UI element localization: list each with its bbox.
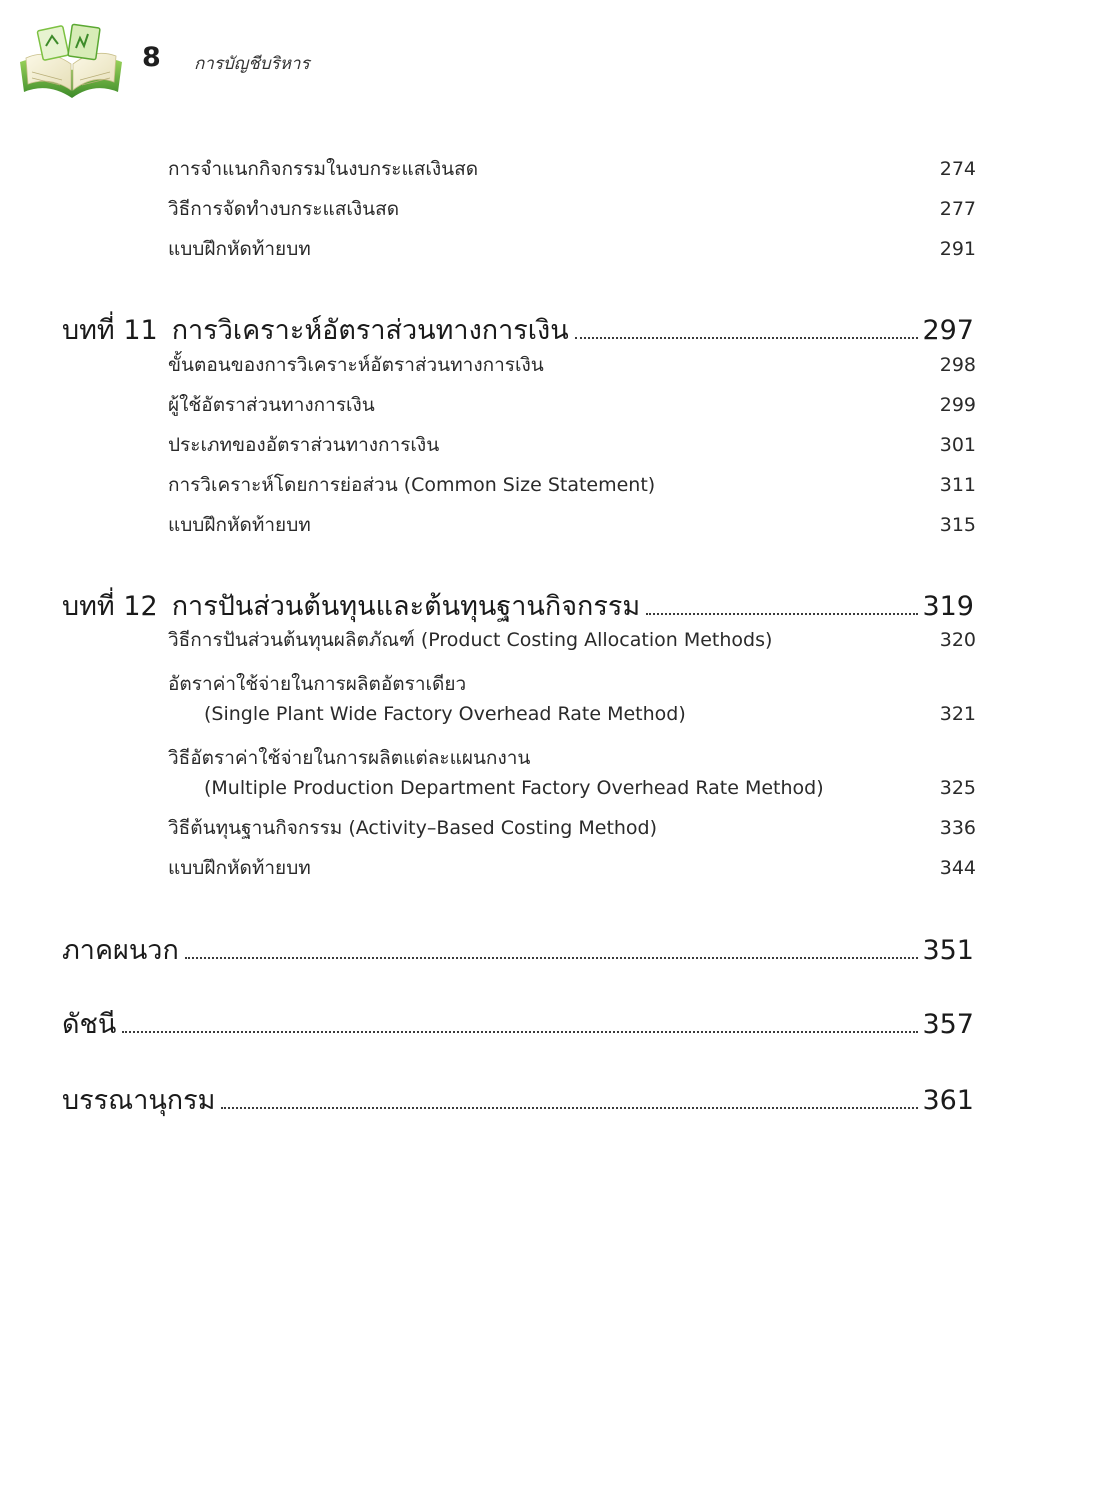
toc-chapter-12[interactable] — [62, 580, 974, 620]
toc-entry-page: 315 — [939, 514, 976, 536]
dot-leader — [646, 612, 918, 615]
dot-leader — [185, 956, 919, 959]
toc-chapter-11[interactable] — [62, 304, 974, 344]
toc-entry-label: ขั้นตอนของการวิเคราะห์อัตราส่วนทางการเงิน — [168, 354, 544, 376]
toc-entry-label: แบบฝึกหัดท้ายบท — [168, 238, 311, 260]
chapter-number: บทที่ 11 — [62, 315, 158, 346]
toc-entry-label: วิธีต้นทุนฐานกิจกรรม (Activity–Based Costing Method) — [168, 817, 658, 839]
chapter-page: 319 — [922, 591, 974, 622]
toc-entry-page: 301 — [939, 434, 976, 456]
toc-entry-label: ผู้ใช้อัตราส่วนทางการเงิน — [168, 394, 375, 416]
section-page: 351 — [922, 935, 974, 966]
section-title: ดัชนี — [62, 1009, 117, 1040]
toc-entry-page: 291 — [939, 238, 976, 260]
toc-entry-label: อัตราค่าใช้จ่ายในการผลิตอัตราเดียว — [168, 673, 467, 695]
toc-entry-page: 325 — [939, 777, 976, 799]
toc-entry-label: การวิเคราะห์โดยการย่อส่วน (Common Size Statement) — [168, 474, 656, 496]
toc-entry-page: 321 — [939, 703, 976, 725]
toc-entry-page: 336 — [939, 817, 976, 839]
toc-entry-page: 274 — [939, 158, 976, 180]
toc-entry-label: วิธีการปันส่วนต้นทุนผลิตภัณฑ์ (Product Costing Allocation Methods) — [168, 629, 773, 651]
toc-entry-label: วิธีการจัดทำงบกระแสเงินสด — [168, 198, 400, 220]
dot-leader — [221, 1106, 918, 1109]
section-page: 361 — [922, 1085, 974, 1116]
chapter-title: การวิเคราะห์อัตราส่วนทางการเงิน — [171, 315, 569, 346]
page-number: 8 — [142, 42, 161, 73]
chapter-number: บทที่ 12 — [62, 591, 158, 622]
chapter-title: การปันส่วนต้นทุนและต้นทุนฐานกิจกรรม — [171, 591, 641, 622]
toc-entry-label: การจำแนกกิจกรรมในงบกระแสเงินสด — [168, 158, 479, 180]
toc-entry-label: แบบฝึกหัดท้ายบท — [168, 514, 311, 536]
toc-entry-page: 311 — [939, 474, 976, 496]
toc-entry-page: 298 — [939, 354, 976, 376]
toc-bibliography[interactable] — [62, 1074, 974, 1114]
section-page: 357 — [922, 1009, 974, 1040]
section-title: ภาคผนวก — [62, 935, 179, 966]
dot-leader — [575, 336, 919, 339]
toc-entry-page: 299 — [939, 394, 976, 416]
toc-index[interactable] — [62, 998, 974, 1038]
toc-entry-label: วิธีอัตราค่าใช้จ่ายในการผลิตแต่ละแผนกงาน — [168, 747, 531, 769]
section-title: บรรณานุกรม — [62, 1085, 216, 1116]
dot-leader — [122, 1030, 918, 1033]
toc-entry-sublabel: (Multiple Production Department Factory Overhead Rate Method) — [204, 777, 824, 799]
toc-entry-label: ประเภทของอัตราส่วนทางการเงิน — [168, 434, 440, 456]
toc-entry-label: แบบฝึกหัดท้ายบท — [168, 857, 311, 879]
toc-entry-page: 344 — [939, 857, 976, 879]
chapter-page: 297 — [922, 315, 974, 346]
toc-appendix[interactable] — [62, 924, 974, 964]
toc-entry-sublabel: (Single Plant Wide Factory Overhead Rate Method) — [204, 703, 686, 725]
toc-entry-page: 277 — [939, 198, 976, 220]
book-title: การบัญชีบริหาร — [194, 54, 310, 74]
toc-entry-page: 320 — [939, 629, 976, 651]
